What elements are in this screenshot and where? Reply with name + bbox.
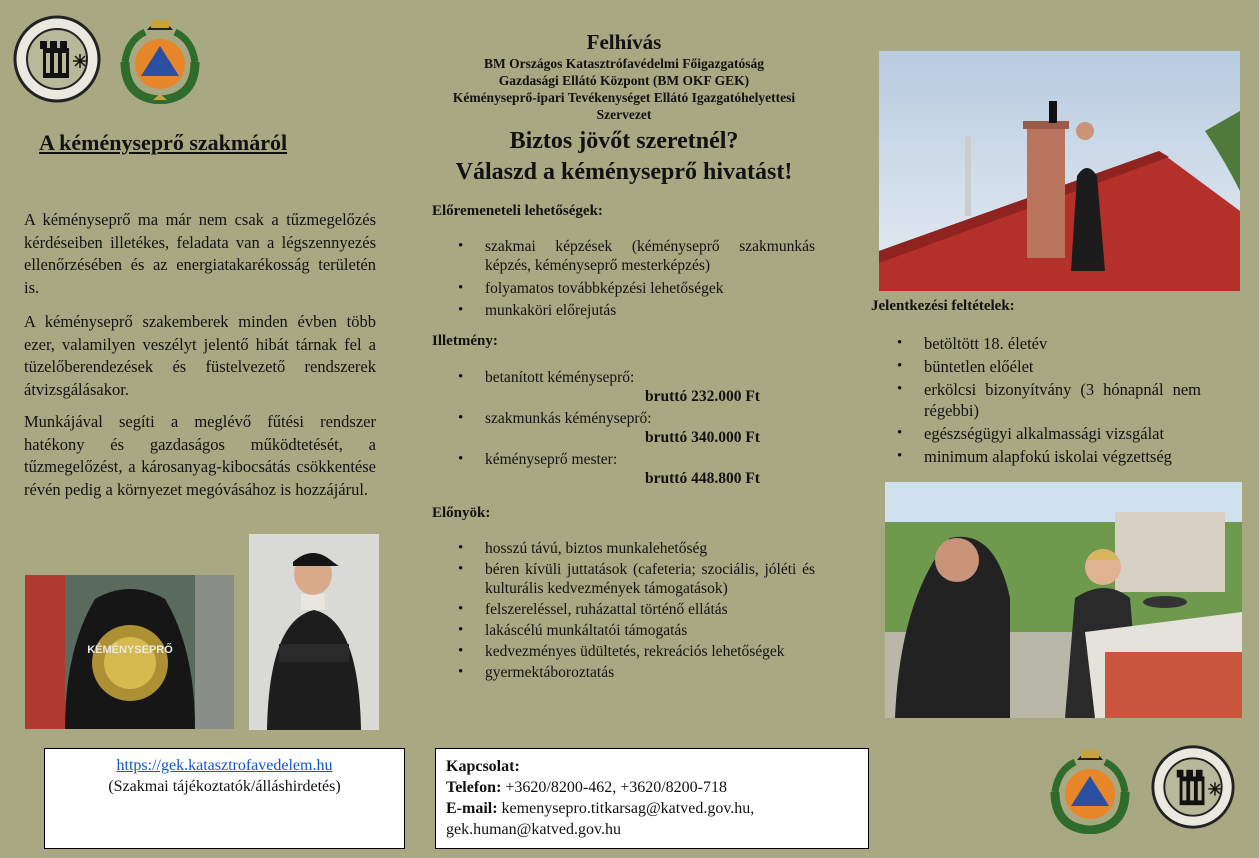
salary-list (432, 368, 815, 488)
list-item: • szakmai képzések (kéményseprő szakmunkás képzés, kéményseprő mesterképzés) (432, 237, 815, 275)
rooftop-chimney-sweep-photo (879, 51, 1240, 291)
list-item: • munkaköri előrejutás (432, 301, 815, 320)
gek-chimney-sweep-logo-icon (12, 14, 102, 104)
email-label: E-mail: (446, 800, 498, 817)
org-line-4: Szervezet (596, 107, 652, 122)
civil-protection-logo-icon (117, 12, 203, 104)
left-paragraph-1: A kéményseprő ma már nem csak a tűzmegelőzés kérdéseiben illetékes, feladata van a légszennyezés ellenőrzésében és az energiatakarékosság területén is. (24, 210, 376, 297)
left-heading: A kéményseprő szakmáról (39, 130, 288, 155)
gek-chimney-sweep-logo-icon (1150, 744, 1236, 830)
civil-protection-logo-icon (1047, 742, 1133, 834)
headline-line-1: Biztos jövőt szeretnél? (509, 128, 739, 154)
list-item: • lakáscélú munkáltatói támogatás (432, 621, 815, 640)
salary-item (432, 450, 815, 488)
salary-label: • betanított kéményseprő: (485, 369, 635, 386)
salary-amount: bruttó 448.800 Ft (645, 470, 760, 487)
list-item: • gyermektáboroztatás (432, 663, 815, 682)
list-item: • kedvezményes üdültetés, rekreációs lehetőségek (432, 642, 815, 661)
list-item: • folyamatos továbbképzési lehetőségek (432, 279, 815, 298)
website-link[interactable]: https://gek.katasztrofavedelem.hu (116, 757, 333, 774)
requirements-list (871, 333, 1201, 467)
left-paragraph-2: A kéményseprő szakemberek minden évben több ezer, valamilyen veszélyt jelentő hibát tárnak fel a tüzelőberendezések és füstelvezető rendszerek átvizsgálásakor. (24, 312, 376, 399)
contact-heading: Kapcsolat: (446, 758, 520, 775)
list-item: • béren kívüli juttatások (cafeteria; szociális, jóléti és kulturális kedvezmények támogatások) (432, 560, 815, 598)
jacket-text: KÉMÉNYSEPRŐ (87, 644, 173, 656)
salary-item (432, 368, 815, 406)
list-item: • betöltött 18. életév (871, 333, 1201, 354)
phone-value[interactable]: +3620/8200-462, +3620/8200-718 (501, 779, 727, 796)
headline (405, 126, 843, 188)
chimney-sweep-portrait-photo (249, 534, 379, 730)
chimney-sweep-jacket-photo (25, 575, 234, 729)
benefits-heading: Előnyök: (432, 505, 491, 521)
list-item: • büntetlen előélet (871, 356, 1201, 377)
org-line-1: BM Országos Katasztrófavédelmi Főigazgatóság (483, 56, 765, 71)
list-item: • felszereléssel, ruházattal történő ellátás (432, 600, 815, 619)
org-block (420, 55, 828, 123)
advancement-list (432, 237, 815, 320)
phone-label: Telefon: (446, 779, 502, 796)
benefits-list (432, 539, 815, 682)
requirements-heading: Jelentkezési feltételek: (871, 298, 1015, 314)
list-item: • minimum alapfokú iskolai végzettség (871, 446, 1201, 467)
list-item: • egészségügyi alkalmassági vizsgálat (871, 423, 1201, 444)
advancement-heading: Előremeneteli lehetőségek: (432, 203, 603, 219)
contact-email (446, 798, 868, 819)
salary-amount: bruttó 340.000 Ft (645, 429, 760, 446)
salary-item (432, 409, 815, 447)
org-line-2: Gazdasági Ellátó Központ (BM OKF GEK) (498, 73, 750, 88)
chimney-inspection-photo (885, 482, 1242, 718)
contact-box (435, 748, 869, 849)
website-box (44, 748, 405, 849)
org-line-3: Kéményseprő-ipari Tevékenységet Ellátó Igazgatóhelyettesi (452, 90, 796, 105)
list-item: • hosszú távú, biztos munkalehetőség (432, 539, 815, 558)
headline-line-2: Válaszd a kéményseprő hivatást! (455, 159, 793, 185)
email-value-1[interactable]: kemenysepro.titkarsag@katved.gov.hu, (497, 800, 755, 817)
salary-label: • kéményseprő mester: (485, 451, 618, 468)
contact-phone (446, 777, 868, 798)
salary-label: • szakmunkás kéményseprő: (485, 410, 652, 427)
website-note: (Szakmai tájékoztatók/álláshirdetés) (108, 778, 341, 795)
left-paragraph-3: Munkájával segíti a meglévő fűtési rendszer hatékony és gazdaságos működtetését, a tűzmegelőzést, a károsanyag-kibocsátás csökkentése révén pedig a környezet megóvásához is hozzájárul. (24, 412, 376, 499)
salary-heading: Illetmény: (432, 333, 498, 349)
list-item: • erkölcsi bizonyítvány (3 hónapnál nem régebbi) (871, 379, 1201, 421)
salary-amount: bruttó 232.000 Ft (645, 388, 760, 405)
page-title: Felhívás (586, 30, 662, 54)
email-value-2[interactable]: gek.human@katved.gov.hu (446, 821, 621, 838)
